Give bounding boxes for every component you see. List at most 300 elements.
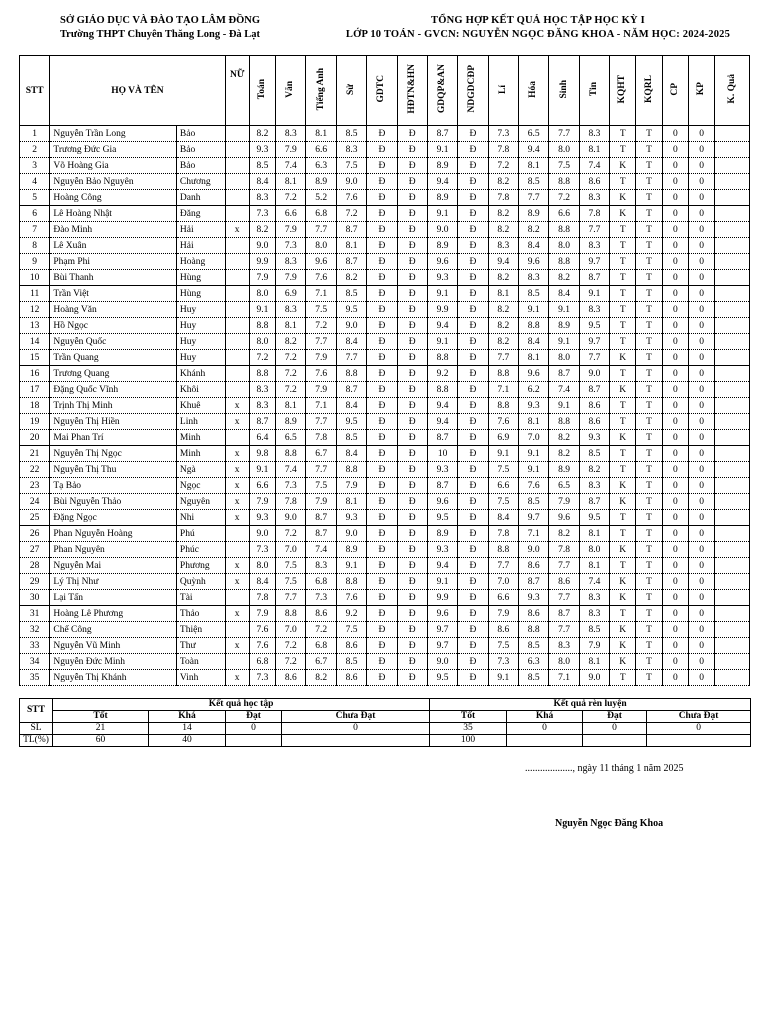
row-score: Đ <box>458 382 488 398</box>
row-score: 0 <box>689 446 715 462</box>
col-subject: Tiếng Anh <box>306 56 336 126</box>
row-score: 0 <box>689 670 715 686</box>
row-score: K <box>610 590 636 606</box>
row-stt: 18 <box>20 398 50 414</box>
row-score <box>715 606 750 622</box>
row-score: 8.9 <box>427 238 457 254</box>
row-score: T <box>636 366 662 382</box>
row-score: 8.0 <box>549 350 579 366</box>
row-score: 7.2 <box>276 654 306 670</box>
row-score: 8.5 <box>519 174 549 190</box>
level-label: Chưa Đạt <box>647 711 751 723</box>
col-subject: Sinh <box>549 56 579 126</box>
row-score: Đ <box>458 446 488 462</box>
row-score: 0 <box>662 494 688 510</box>
row-score: 0 <box>689 638 715 654</box>
row-score: T <box>636 254 662 270</box>
row-score: 8.5 <box>519 638 549 654</box>
summary-cell <box>647 735 751 747</box>
row-score: 7.6 <box>306 270 336 286</box>
row-score: Đ <box>367 542 397 558</box>
row-score: 8.3 <box>519 270 549 286</box>
row-score: 9.7 <box>579 254 609 270</box>
row-score: 8.1 <box>579 142 609 158</box>
row-score: 8.5 <box>336 430 366 446</box>
row-score: 7.9 <box>306 382 336 398</box>
row-score: Đ <box>367 334 397 350</box>
row-score: 7.7 <box>306 222 336 238</box>
row-score <box>715 526 750 542</box>
row-score: 0 <box>662 670 688 686</box>
row-score: Đ <box>397 158 427 174</box>
summary-sl-row <box>20 723 751 735</box>
row-score: Đ <box>367 302 397 318</box>
row-score: K <box>610 574 636 590</box>
row-score: 9.1 <box>427 574 457 590</box>
row-score: Đ <box>397 446 427 462</box>
row-score: K <box>610 478 636 494</box>
row-score: Đ <box>367 590 397 606</box>
row-score: Đ <box>367 206 397 222</box>
row-score: 7.7 <box>579 350 609 366</box>
row-score: 8.8 <box>488 398 518 414</box>
row-score: Đ <box>397 238 427 254</box>
row-score: 7.0 <box>519 430 549 446</box>
row-score: T <box>636 638 662 654</box>
row-given-name: Ngà <box>176 462 225 478</box>
row-score: K <box>610 382 636 398</box>
summary-cell: 0 <box>583 723 647 735</box>
row-score: Đ <box>367 174 397 190</box>
row-score: 0 <box>689 462 715 478</box>
row-stt: 21 <box>20 446 50 462</box>
row-score: Đ <box>397 654 427 670</box>
row-score: 8.9 <box>276 414 306 430</box>
row-score: 9.0 <box>427 222 457 238</box>
row-score: K <box>610 190 636 206</box>
row-score: 9.3 <box>427 542 457 558</box>
row-score <box>715 542 750 558</box>
row-score: 7.9 <box>276 222 306 238</box>
row-score: 9.9 <box>427 590 457 606</box>
row-score: 9.1 <box>427 142 457 158</box>
row-score: 0 <box>689 558 715 574</box>
row-score: Đ <box>458 590 488 606</box>
col-subject: HĐTN&HN <box>397 56 427 126</box>
table-row <box>20 574 750 590</box>
row-score: 8.7 <box>427 430 457 446</box>
row-score: K <box>610 206 636 222</box>
row-given-name: Thư <box>176 638 225 654</box>
row-score: Đ <box>458 622 488 638</box>
row-score: 0 <box>662 158 688 174</box>
row-score: 0 <box>662 126 688 142</box>
row-score: Đ <box>397 270 427 286</box>
row-score: T <box>610 302 636 318</box>
row-score: Đ <box>397 382 427 398</box>
row-score: 0 <box>689 334 715 350</box>
row-score: Đ <box>458 190 488 206</box>
row-score: 0 <box>662 302 688 318</box>
row-score: 9.5 <box>427 510 457 526</box>
row-stt: 5 <box>20 190 50 206</box>
row-family-name: Trịnh Thị Minh <box>50 398 177 414</box>
row-stt: 24 <box>20 494 50 510</box>
row-score: 8.6 <box>276 670 306 686</box>
row-score: 8.8 <box>488 542 518 558</box>
row-score: 6.9 <box>488 430 518 446</box>
signing-date: ..................., ngày 11 tháng 1 năm 2025 <box>525 763 684 774</box>
row-stt: 11 <box>20 286 50 302</box>
row-score: K <box>610 158 636 174</box>
row-score: 0 <box>689 158 715 174</box>
row-score: 7.5 <box>549 158 579 174</box>
row-score: Đ <box>397 670 427 686</box>
row-family-name: Lại Tấn <box>50 590 177 606</box>
row-score: 0 <box>689 478 715 494</box>
table-row <box>20 494 750 510</box>
row-given-name: Thiện <box>176 622 225 638</box>
row-score: T <box>636 158 662 174</box>
row-score: Đ <box>367 574 397 590</box>
col-subject: GDQP&AN <box>427 56 457 126</box>
row-score: 9.4 <box>427 398 457 414</box>
row-score <box>715 190 750 206</box>
row-score: Đ <box>367 622 397 638</box>
row-score: 6.6 <box>549 206 579 222</box>
row-score: Đ <box>458 286 488 302</box>
row-score <box>715 574 750 590</box>
row-score: 7.3 <box>249 542 275 558</box>
row-score: 8.6 <box>549 574 579 590</box>
row-family-name: Lê Hoàng Nhật <box>50 206 177 222</box>
row-score: 8.9 <box>336 542 366 558</box>
row-female-mark: x <box>225 222 249 238</box>
row-score: Đ <box>458 510 488 526</box>
row-given-name: Bảo <box>176 158 225 174</box>
row-score: Đ <box>458 270 488 286</box>
row-score: Đ <box>367 494 397 510</box>
row-score: 7.1 <box>549 670 579 686</box>
row-score: 0 <box>689 654 715 670</box>
row-score: 8.7 <box>427 478 457 494</box>
row-score: 0 <box>662 606 688 622</box>
row-score: 8.3 <box>249 190 275 206</box>
row-score: 8.4 <box>549 286 579 302</box>
row-female-mark <box>225 622 249 638</box>
row-score: Đ <box>367 366 397 382</box>
row-score: Đ <box>397 334 427 350</box>
row-score: 8.4 <box>249 174 275 190</box>
row-family-name: Võ Hoàng Gia <box>50 158 177 174</box>
table-row <box>20 558 750 574</box>
row-score: T <box>636 654 662 670</box>
row-score: 9.3 <box>579 430 609 446</box>
row-stt: 2 <box>20 142 50 158</box>
row-score: 7.8 <box>488 190 518 206</box>
row-score: Đ <box>458 366 488 382</box>
row-given-name: Quỳnh <box>176 574 225 590</box>
row-female-mark <box>225 542 249 558</box>
row-score: 8.7 <box>336 254 366 270</box>
table-body <box>20 126 750 686</box>
row-score: 8.1 <box>336 238 366 254</box>
row-score: 7.9 <box>549 494 579 510</box>
row-score: 0 <box>689 126 715 142</box>
row-score: 9.0 <box>249 526 275 542</box>
row-score: 0 <box>662 622 688 638</box>
row-given-name: Minh <box>176 430 225 446</box>
row-given-name: Phương <box>176 558 225 574</box>
row-score <box>715 286 750 302</box>
row-score: T <box>636 478 662 494</box>
summary-ren-luyen-title: Kết quả rèn luyện <box>430 699 751 711</box>
row-score: 8.1 <box>519 158 549 174</box>
row-score: 0 <box>689 606 715 622</box>
row-score: Đ <box>397 622 427 638</box>
row-family-name: Hồ Ngọc <box>50 318 177 334</box>
row-family-name: Nguyễn Vũ Minh <box>50 638 177 654</box>
row-score: T <box>610 270 636 286</box>
row-stt: 4 <box>20 174 50 190</box>
col-subject: Tin <box>579 56 609 126</box>
table-row <box>20 126 750 142</box>
row-given-name: Nhi <box>176 510 225 526</box>
row-score: Đ <box>397 574 427 590</box>
row-score: Đ <box>397 350 427 366</box>
row-score: Đ <box>397 302 427 318</box>
table-row <box>20 142 750 158</box>
summary-cell <box>507 735 583 747</box>
row-score: 9.3 <box>519 590 549 606</box>
row-score <box>715 142 750 158</box>
document-title: TỔNG HỢP KẾT QUẢ HỌC TẬP HỌC KỲ I <box>431 15 645 26</box>
row-score: T <box>636 542 662 558</box>
row-score: T <box>636 670 662 686</box>
row-score: 0 <box>662 430 688 446</box>
row-score: T <box>610 510 636 526</box>
row-family-name: Nguyễn Thị Khánh <box>50 670 177 686</box>
row-score: 9.0 <box>249 238 275 254</box>
row-stt: 3 <box>20 158 50 174</box>
row-given-name: Hoàng <box>176 254 225 270</box>
row-score: 7.9 <box>488 606 518 622</box>
row-score <box>715 222 750 238</box>
row-score: K <box>610 638 636 654</box>
row-score: K <box>610 622 636 638</box>
row-score: 9.0 <box>336 318 366 334</box>
row-score: Đ <box>367 382 397 398</box>
row-score: 6.8 <box>306 206 336 222</box>
row-stt: 13 <box>20 318 50 334</box>
row-score: 8.1 <box>306 126 336 142</box>
row-score: 8.4 <box>519 334 549 350</box>
table-row <box>20 606 750 622</box>
row-score: T <box>610 558 636 574</box>
row-score: 0 <box>662 174 688 190</box>
col-stt: STT <box>20 56 50 126</box>
row-score: 7.7 <box>276 590 306 606</box>
row-score: Đ <box>367 654 397 670</box>
row-score: 9.5 <box>579 510 609 526</box>
row-score: 9.6 <box>427 606 457 622</box>
row-score: T <box>636 334 662 350</box>
row-score: 9.6 <box>427 254 457 270</box>
row-score: 8.2 <box>488 174 518 190</box>
row-score <box>715 494 750 510</box>
row-score: 8.7 <box>579 494 609 510</box>
row-score: T <box>610 318 636 334</box>
row-score: 0 <box>662 590 688 606</box>
row-score: 9.0 <box>519 542 549 558</box>
row-score <box>715 270 750 286</box>
row-score: 8.8 <box>276 446 306 462</box>
row-score: T <box>636 206 662 222</box>
row-stt: 20 <box>20 430 50 446</box>
row-score: 6.8 <box>306 574 336 590</box>
row-score: 8.8 <box>519 318 549 334</box>
row-score: 7.6 <box>249 638 275 654</box>
row-female-mark <box>225 190 249 206</box>
table-row <box>20 654 750 670</box>
row-score: 8.3 <box>276 254 306 270</box>
row-female-mark <box>225 318 249 334</box>
row-score: 9.3 <box>249 142 275 158</box>
row-score: 8.0 <box>306 238 336 254</box>
row-score: 7.7 <box>519 190 549 206</box>
row-score: Đ <box>397 494 427 510</box>
row-score: 8.2 <box>488 206 518 222</box>
row-family-name: Tạ Bảo <box>50 478 177 494</box>
row-score: T <box>610 254 636 270</box>
col-kp: KP <box>689 56 715 126</box>
row-score: T <box>636 302 662 318</box>
row-score: 8.4 <box>336 446 366 462</box>
row-given-name: Hải <box>176 238 225 254</box>
col-subject: Sử <box>336 56 366 126</box>
col-subject: GDTC <box>367 56 397 126</box>
summary-table <box>19 698 751 747</box>
summary-levels-row <box>20 711 751 723</box>
row-score: Đ <box>367 462 397 478</box>
row-given-name: Minh <box>176 446 225 462</box>
row-given-name: Huy <box>176 318 225 334</box>
row-score: 9.1 <box>427 334 457 350</box>
row-score: 7.7 <box>549 558 579 574</box>
row-female-mark <box>225 366 249 382</box>
row-score: Đ <box>458 302 488 318</box>
row-score: 0 <box>662 446 688 462</box>
row-score: 8.1 <box>488 286 518 302</box>
row-score: 9.1 <box>249 462 275 478</box>
row-score: 7.1 <box>519 526 549 542</box>
row-score: 7.5 <box>306 302 336 318</box>
table-row <box>20 446 750 462</box>
row-score: Đ <box>458 542 488 558</box>
row-score: 9.6 <box>427 494 457 510</box>
level-label: Tốt <box>430 711 507 723</box>
row-score: 7.8 <box>579 206 609 222</box>
row-score: 8.8 <box>519 622 549 638</box>
row-score: 8.3 <box>579 478 609 494</box>
row-stt: 35 <box>20 670 50 686</box>
row-given-name: Đăng <box>176 206 225 222</box>
row-score: 6.6 <box>488 590 518 606</box>
row-score: 9.4 <box>427 414 457 430</box>
row-score: 7.6 <box>488 414 518 430</box>
row-score: 9.0 <box>336 174 366 190</box>
table-header-row <box>20 56 750 126</box>
row-score: Đ <box>458 334 488 350</box>
row-score: Đ <box>458 526 488 542</box>
row-score: 9.6 <box>519 254 549 270</box>
row-score: 7.4 <box>276 158 306 174</box>
row-score: 8.6 <box>519 558 549 574</box>
results-table <box>19 55 750 686</box>
row-score: T <box>610 526 636 542</box>
row-score: T <box>610 446 636 462</box>
row-score: 9.3 <box>519 398 549 414</box>
row-score: 9.4 <box>519 142 549 158</box>
row-score: 8.4 <box>336 398 366 414</box>
row-score <box>715 302 750 318</box>
row-score: 8.3 <box>306 558 336 574</box>
row-score: 8.1 <box>336 494 366 510</box>
row-stt: 6 <box>20 206 50 222</box>
row-given-name: Bảo <box>176 142 225 158</box>
row-given-name: Toàn <box>176 654 225 670</box>
row-family-name: Phan Nguyên <box>50 542 177 558</box>
row-given-name: Hải <box>176 222 225 238</box>
row-score: 8.5 <box>519 286 549 302</box>
row-score: 7.6 <box>336 590 366 606</box>
row-score: 0 <box>662 462 688 478</box>
row-score: Đ <box>458 478 488 494</box>
summary-cell <box>282 735 430 747</box>
row-score: 7.9 <box>249 494 275 510</box>
row-score: 0 <box>689 270 715 286</box>
row-score: 7.3 <box>488 654 518 670</box>
tl-label: TL(%) <box>20 735 53 747</box>
row-score: K <box>610 542 636 558</box>
row-score: 7.3 <box>276 478 306 494</box>
table-row <box>20 622 750 638</box>
row-score: 8.8 <box>549 174 579 190</box>
row-given-name: Hùng <box>176 286 225 302</box>
row-score: 8.2 <box>488 334 518 350</box>
row-score: 0 <box>689 510 715 526</box>
row-score: 7.9 <box>249 606 275 622</box>
row-score: 7.2 <box>276 350 306 366</box>
row-score: 6.8 <box>249 654 275 670</box>
table-row <box>20 286 750 302</box>
table-row <box>20 462 750 478</box>
row-score: T <box>636 286 662 302</box>
row-score: 9.1 <box>549 398 579 414</box>
row-score: T <box>636 142 662 158</box>
row-score: 0 <box>662 638 688 654</box>
row-score <box>715 558 750 574</box>
row-score: 8.1 <box>519 350 549 366</box>
row-stt: 17 <box>20 382 50 398</box>
row-score: 7.2 <box>549 190 579 206</box>
row-female-mark: x <box>225 670 249 686</box>
row-female-mark <box>225 126 249 142</box>
row-score: 7.8 <box>249 590 275 606</box>
row-given-name: Huy <box>176 302 225 318</box>
row-score: 7.0 <box>276 622 306 638</box>
row-score: 8.2 <box>519 222 549 238</box>
